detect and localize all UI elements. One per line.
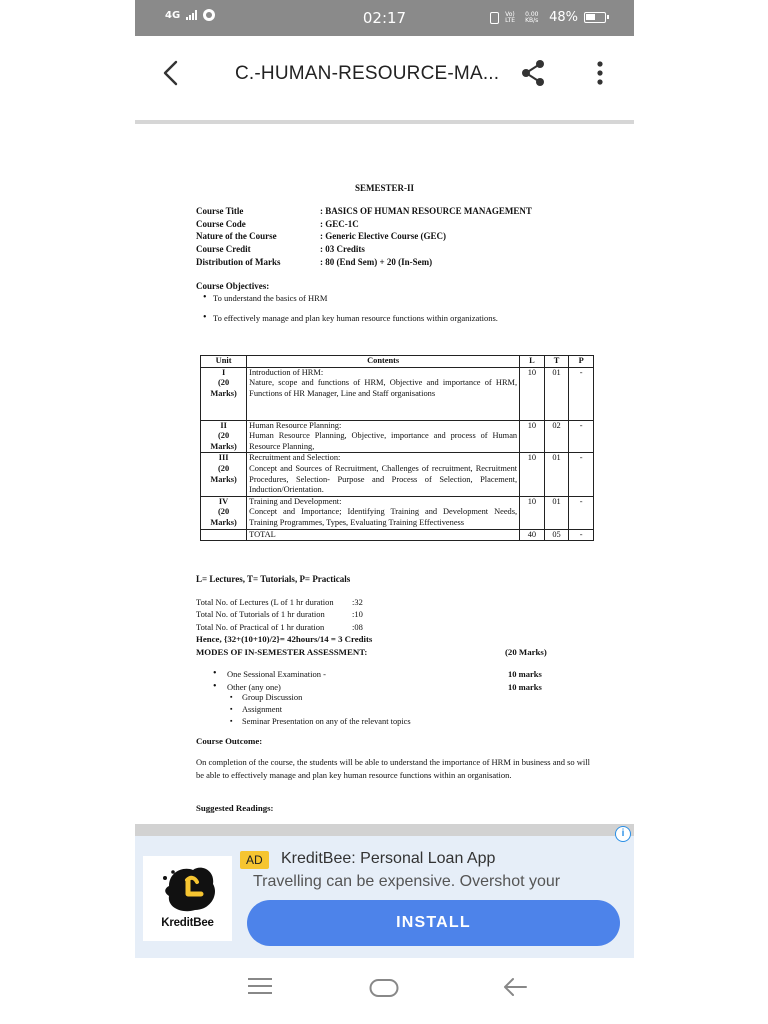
unit-contents: Human Resource Planning, Objective, importance and process of Human Resource Planning, — [249, 431, 518, 451]
ad-brand: KreditBee — [161, 917, 214, 929]
unit-title: Introduction of HRM: — [249, 367, 324, 377]
total-empty-cell — [201, 529, 247, 541]
tutorials-cell: 01 — [544, 367, 569, 420]
kreditbee-logo-icon — [161, 864, 219, 914]
unit-label: II (20 Marks) — [210, 420, 237, 451]
hours-row — [196, 608, 363, 620]
hours-key: Total No. of Tutorials of 1 hr duration — [196, 609, 325, 620]
unit-cell — [201, 496, 247, 529]
unit-cell — [201, 420, 247, 453]
meta-row — [196, 256, 532, 269]
lectures-cell: 10 — [520, 453, 545, 496]
meta-row — [196, 218, 532, 231]
meta-row — [196, 205, 532, 218]
ad-banner[interactable] — [135, 824, 634, 958]
contents-cell — [247, 453, 520, 496]
suggested-readings-heading: Suggested Readings: — [196, 803, 274, 813]
contents-cell — [247, 496, 520, 529]
mode-item: • Other (any one) — [227, 682, 281, 692]
unit-label: III (20 Marks) — [210, 453, 237, 484]
home-icon[interactable] — [369, 978, 399, 998]
document-page[interactable] — [135, 124, 634, 824]
install-button[interactable]: INSTALL — [247, 900, 620, 946]
nav-back-icon[interactable] — [502, 976, 528, 998]
option-item: ▪ Seminar Presentation on any of the relevant topics — [242, 717, 411, 726]
objective-item: • To understand the basics of HRM — [213, 293, 327, 303]
back-arrow-icon[interactable] — [157, 58, 187, 88]
unit-title: Training and Development: — [249, 496, 342, 506]
mode-marks: 10 marks — [508, 682, 542, 692]
hours-value: :32 — [352, 597, 363, 607]
ad-title[interactable]: KreditBee: Personal Loan App — [281, 850, 496, 867]
contents-cell — [247, 367, 520, 420]
table-row — [201, 453, 594, 496]
unit-title: Recruitment and Selection: — [249, 453, 341, 463]
meta-key: Nature of the Course — [196, 231, 277, 242]
lectures-cell: 10 — [520, 367, 545, 420]
hours-key: Total No. of Practical of 1 hr duration — [196, 621, 325, 632]
option-item: ▪ Group Discussion — [242, 693, 302, 702]
unit-cell — [201, 453, 247, 496]
status-time: 02:17 — [362, 9, 407, 27]
modes-marks: (20 Marks) — [505, 647, 547, 657]
objectives-heading: Course Objectives: — [196, 281, 270, 291]
ad-logo[interactable] — [143, 856, 232, 941]
unit-contents: Nature, scope and functions of HRM, Objective and importance of HRM, Functions of HR Manager, Line and Staff organisations — [249, 378, 518, 398]
contents-cell — [247, 420, 520, 453]
syllabus-table — [200, 355, 594, 541]
col-header-contents: Contents — [247, 356, 520, 368]
unit-contents: Concept and Importance; Identifying Training and Development Needs, Training Programmes, Types, Evaluating Training Effectiveness — [249, 507, 518, 527]
hours-value: :08 — [352, 621, 363, 632]
mode-marks: 10 marks — [508, 669, 542, 679]
hours-summary — [196, 596, 363, 633]
meta-key: Course Credit — [196, 244, 251, 255]
hours-row — [196, 596, 363, 608]
app-bar — [135, 36, 634, 110]
option-item: ▪ Assignment — [242, 705, 282, 714]
total-label: TOTAL — [247, 529, 520, 541]
meta-row — [196, 230, 532, 243]
col-header-unit: Unit — [201, 356, 247, 368]
net-speed: 0.00 KB/s — [525, 10, 539, 24]
table-total-row — [201, 529, 594, 541]
tutorials-cell: 01 — [544, 496, 569, 529]
status-right — [490, 10, 606, 25]
meta-value: : 80 (End Sem) + 20 (In-Sem) — [320, 256, 433, 267]
info-icon[interactable]: i — [615, 826, 631, 842]
meta-value: : 03 Credits — [320, 244, 365, 255]
unit-contents: Concept and Sources of Recruitment, Challenges of recruitment, Recruitment Procedures, Selection- Purpose and Process of Selection, Placement, Induction/Orientation. — [249, 463, 518, 495]
status-bar — [135, 0, 634, 36]
document-title: C.-HUMAN-RESOURCE-MA... — [235, 63, 500, 84]
unit-label: IV (20 Marks) — [210, 496, 237, 527]
hours-key: Total No. of Lectures (L of 1 hr duration — [196, 597, 334, 607]
course-meta — [196, 205, 532, 269]
network-type: 4G — [165, 9, 181, 21]
total-practicals: - — [569, 529, 594, 541]
lectures-cell: 10 — [520, 420, 545, 453]
table-row — [201, 420, 594, 453]
mode-item: • One Sessional Examination - — [227, 669, 326, 679]
more-vert-icon[interactable] — [590, 58, 610, 88]
table-header-row — [201, 356, 594, 368]
tutorials-cell: 02 — [544, 420, 569, 453]
unit-label: I (20 Marks) — [210, 367, 237, 398]
ad-top-strip — [135, 824, 634, 836]
practicals-cell: - — [569, 453, 594, 496]
meta-key: Distribution of Marks — [196, 256, 281, 267]
outcome-text: On completion of the course, the students will be able to understand the importance of HRM in business and so will be able to effectively manage and plan key human resource functions within an organisation. — [196, 757, 590, 780]
vibrate-icon — [490, 12, 499, 24]
meta-value: : Generic Elective Course (GEC) — [320, 231, 446, 242]
tutorials-cell: 01 — [544, 453, 569, 496]
col-header-p: P — [569, 356, 594, 368]
practicals-cell: - — [569, 496, 594, 529]
meta-key: Course Title — [196, 206, 244, 216]
share-icon[interactable] — [518, 58, 548, 88]
ltp-legend: L= Lectures, T= Tutorials, P= Practicals — [196, 574, 351, 584]
ad-badge: AD — [240, 851, 269, 869]
table-row — [201, 496, 594, 529]
unit-cell — [201, 367, 247, 420]
lectures-cell: 10 — [520, 496, 545, 529]
hours-row — [196, 621, 363, 633]
battery-percent: 48% — [549, 10, 578, 25]
volte-label: Vo) LTE — [505, 10, 516, 24]
phone-screen — [135, 0, 634, 1024]
practicals-cell: - — [569, 420, 594, 453]
col-header-t: T — [544, 356, 569, 368]
meta-value: : BASICS OF HUMAN RESOURCE MANAGEMENT — [320, 206, 532, 216]
objective-item: • To effectively manage and plan key human resource functions within organizations. — [213, 313, 498, 323]
credits-calculation: Hence, {32+(10+10)/2}= 42hours/14 = 3 Credits — [196, 634, 373, 644]
modes-heading: MODES OF IN-SEMESTER ASSESSMENT: — [196, 647, 368, 657]
total-tutorials: 05 — [544, 529, 569, 541]
col-header-l: L — [520, 356, 545, 368]
battery-icon — [584, 12, 606, 23]
meta-key: Course Code — [196, 218, 246, 229]
meta-value: : GEC-1C — [320, 218, 359, 229]
semester-heading: SEMESTER-II — [354, 183, 415, 193]
nav-bar — [135, 958, 634, 1024]
meta-row — [196, 243, 532, 256]
outcome-heading: Course Outcome: — [196, 736, 263, 746]
total-lectures: 40 — [520, 529, 545, 541]
table-row — [201, 367, 594, 420]
practicals-cell: - — [569, 367, 594, 420]
unit-title: Human Resource Planning: — [249, 420, 342, 430]
hours-value: :10 — [352, 609, 363, 620]
menu-icon[interactable] — [247, 976, 273, 996]
ad-text: Travelling can be expensive. Overshot your — [253, 873, 561, 890]
